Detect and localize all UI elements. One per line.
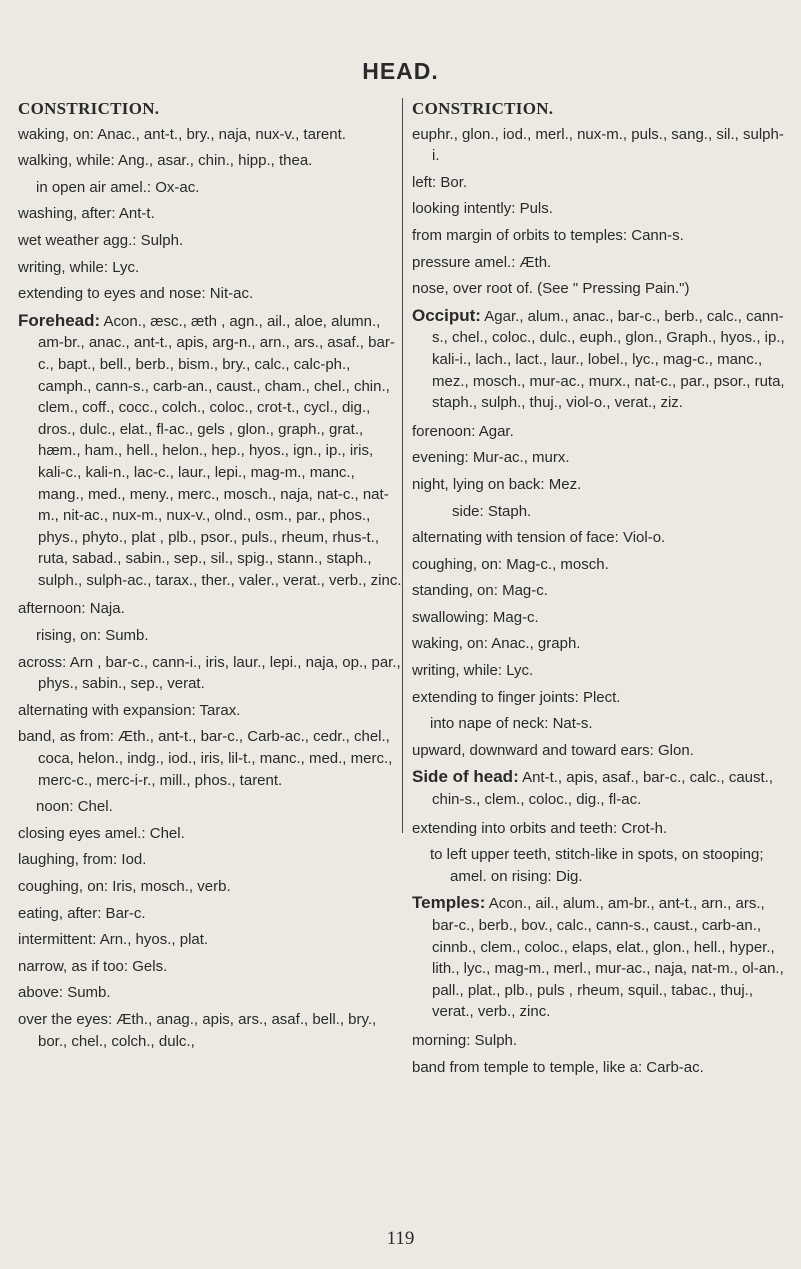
rubric-entry: above: Sumb. <box>18 984 111 1002</box>
page-header: HEAD. <box>362 58 439 84</box>
rubric-entry: closing eyes amel.: Chel. <box>18 824 185 842</box>
rubric-entry: afternoon: Naja. <box>18 600 125 618</box>
rubric-entry: to left upper teeth, stitch-like in spots, on stooping; amel. on rising: Dig. <box>430 846 764 885</box>
rubric-entry: standing, on: Mag-c. <box>412 582 548 600</box>
rubric-entry: waking, on: Anac., graph. <box>412 635 581 653</box>
rubric-entry: laughing, from: Iod. <box>18 851 147 869</box>
rubric-entry: extending into orbits and teeth: Crot-h. <box>412 819 668 837</box>
left-column <box>18 98 403 1057</box>
rubric-entry: left: Bor. <box>412 173 468 191</box>
rubric-entry: band from temple to temple, like a: Carb-ac. <box>412 1058 704 1076</box>
rubric-entry-forehead: Forehead: Acon., æsc., æth , agn., ail., aloe, alumn., am-br., anac., ant-t., apis, arg-n., arn., ars., asaf., bar-c., bapt., bell., berb., bism., bry., calc., calc-ph., camph., cann-s., carb-an., caust., cham., chel., chin., clem., coff., cocc., colch., coloc., crot-t., cycl., dig., dros., dulc., elat., fl-ac., gels , glon., graph., grat., hæm., ham., hell., helon., hep., hyos., ign., ip., iris, kali-c., kali-n., lac-c., laur., lepi., mag-m., manc., mang., med., meny., merc., mosch., naja, nat-c., nat-m., nit-ac., nux-m., nux-v., olnd., osm., par., phos., phys., phyto., plat , plb., psor., puls., rheum, rhus-t., ruta, sabad., sabin., sep., sil., spig., stann., staph., sulph., sulph-ac., tarax., ther., valer., verat., verb., zinc. <box>18 310 402 589</box>
rubric-entry: writing, while: Lyc. <box>412 662 534 680</box>
page-number: 119 <box>386 1228 415 1249</box>
right-column-heading: CONSTRICTION. <box>412 99 554 118</box>
column-divider <box>402 98 403 833</box>
rubric-entry: nose, over root of. (See " Pressing Pain.") <box>412 280 690 298</box>
rubric-entry: alternating with expansion: Tarax. <box>18 701 241 719</box>
rubric-entry: walking, while: Ang., asar., chin., hipp., thea. <box>18 152 313 170</box>
rubric-entry: washing, after: Ant-t. <box>18 205 155 223</box>
rubric-entry: evening: Mur-ac., murx. <box>412 449 570 467</box>
rubric-entry: writing, while: Lyc. <box>18 258 140 276</box>
right-column <box>412 98 790 1083</box>
rubric-entry: band, as from: Æth., ant-t., bar-c., Carb-ac., cedr., chel., coca, helon., indg., iod., iris, lil-t., manc., med., merc., merc-c., merc-i-r., mill., phos., tarent. <box>18 728 393 789</box>
rubric-entry: intermittent: Arn., hyos., plat. <box>18 931 209 949</box>
rubric-entry-occiput: Occiput: Agar., alum., anac., bar-c., berb., calc., cann-s., chel., coloc., dulc., euph., glon., Graph., hyos., ip., kali-i., lach., lact., laur., lobel., lyc., mag-c., manc., mez., mosch., mur-ac., murx., nat-c., par., psor., ruta, staph., sulph., thuj., viol-o., verat., ziz. <box>412 305 785 412</box>
rubric-entry: wet weather agg.: Sulph. <box>18 231 184 249</box>
rubric-entry: night, lying on back: Mez. <box>412 475 582 493</box>
rubric-entry: waking, on: Anac., ant-t., bry., naja, nux-v., tarent. <box>18 125 346 143</box>
rubric-entry: noon: Chel. <box>36 798 113 816</box>
rubric-entry: from margin of orbits to temples: Cann-s. <box>412 226 684 244</box>
rubric-entry: narrow, as if too: Gels. <box>18 957 168 975</box>
rubric-entry-temples: Temples: Acon., ail., alum., am-br., ant-t., arn., ars., bar-c., berb., bov., calc., cann-s., caust., carb-an., cinnb., clem., coloc., elaps, elat., glon., hell., hyper., lith., lyc., mag-m., merl., mur-ac., naja, nat-m., ol-an., pall., plat., plb., puls , rheum, squil., tabac., thuj., verat., verb., zinc. <box>412 893 784 1021</box>
rubric-entry: extending to finger joints: Plect. <box>412 688 621 706</box>
rubric-entry: swallowing: Mag-c. <box>412 608 539 626</box>
rubric-entry: euphr., glon., iod., merl., nux-m., puls., sang., sil., sulph-i. <box>412 125 784 165</box>
rubric-entry: eating, after: Bar-c. <box>18 904 146 922</box>
rubric-entry: in open air amel.: Ox-ac. <box>36 178 200 196</box>
rubric-entry: into nape of neck: Nat-s. <box>430 715 593 733</box>
rubric-entry: alternating with tension of face: Viol-o. <box>412 529 666 547</box>
rubric-entry: pressure amel.: Æth. <box>412 253 552 271</box>
rubric-entry: over the eyes: Æth., anag., apis, ars., asaf., bell., bry., bor., chel., colch., dulc., <box>18 1010 377 1050</box>
rubric-entry: rising, on: Sumb. <box>36 627 149 645</box>
rubric-entry: coughing, on: Iris, mosch., verb. <box>18 878 231 895</box>
rubric-entry: across: Arn , bar-c., cann-i., iris, laur., lepi., naja, op., par., phys., sabin., sep., verat. <box>18 653 401 693</box>
rubric-entry: morning: Sulph. <box>412 1031 518 1049</box>
rubric-entry-side-of-head: Side of head: Ant-t., apis, asaf., bar-c., calc., caust., chin-s., clem., coloc., dig., fl-ac. <box>412 767 774 809</box>
rubric-entry: extending to eyes and nose: Nit-ac. <box>18 285 254 303</box>
rubric-entry: upward, downward and toward ears: Glon. <box>412 741 694 759</box>
rubric-entry: looking intently: Puls. <box>412 200 553 218</box>
rubric-entry: forenoon: Agar. <box>412 422 514 440</box>
left-column-heading: CONSTRICTION. <box>18 99 160 118</box>
rubric-entry: side: Staph. <box>452 502 532 520</box>
rubric-entry: coughing, on: Mag-c., mosch. <box>412 555 609 573</box>
